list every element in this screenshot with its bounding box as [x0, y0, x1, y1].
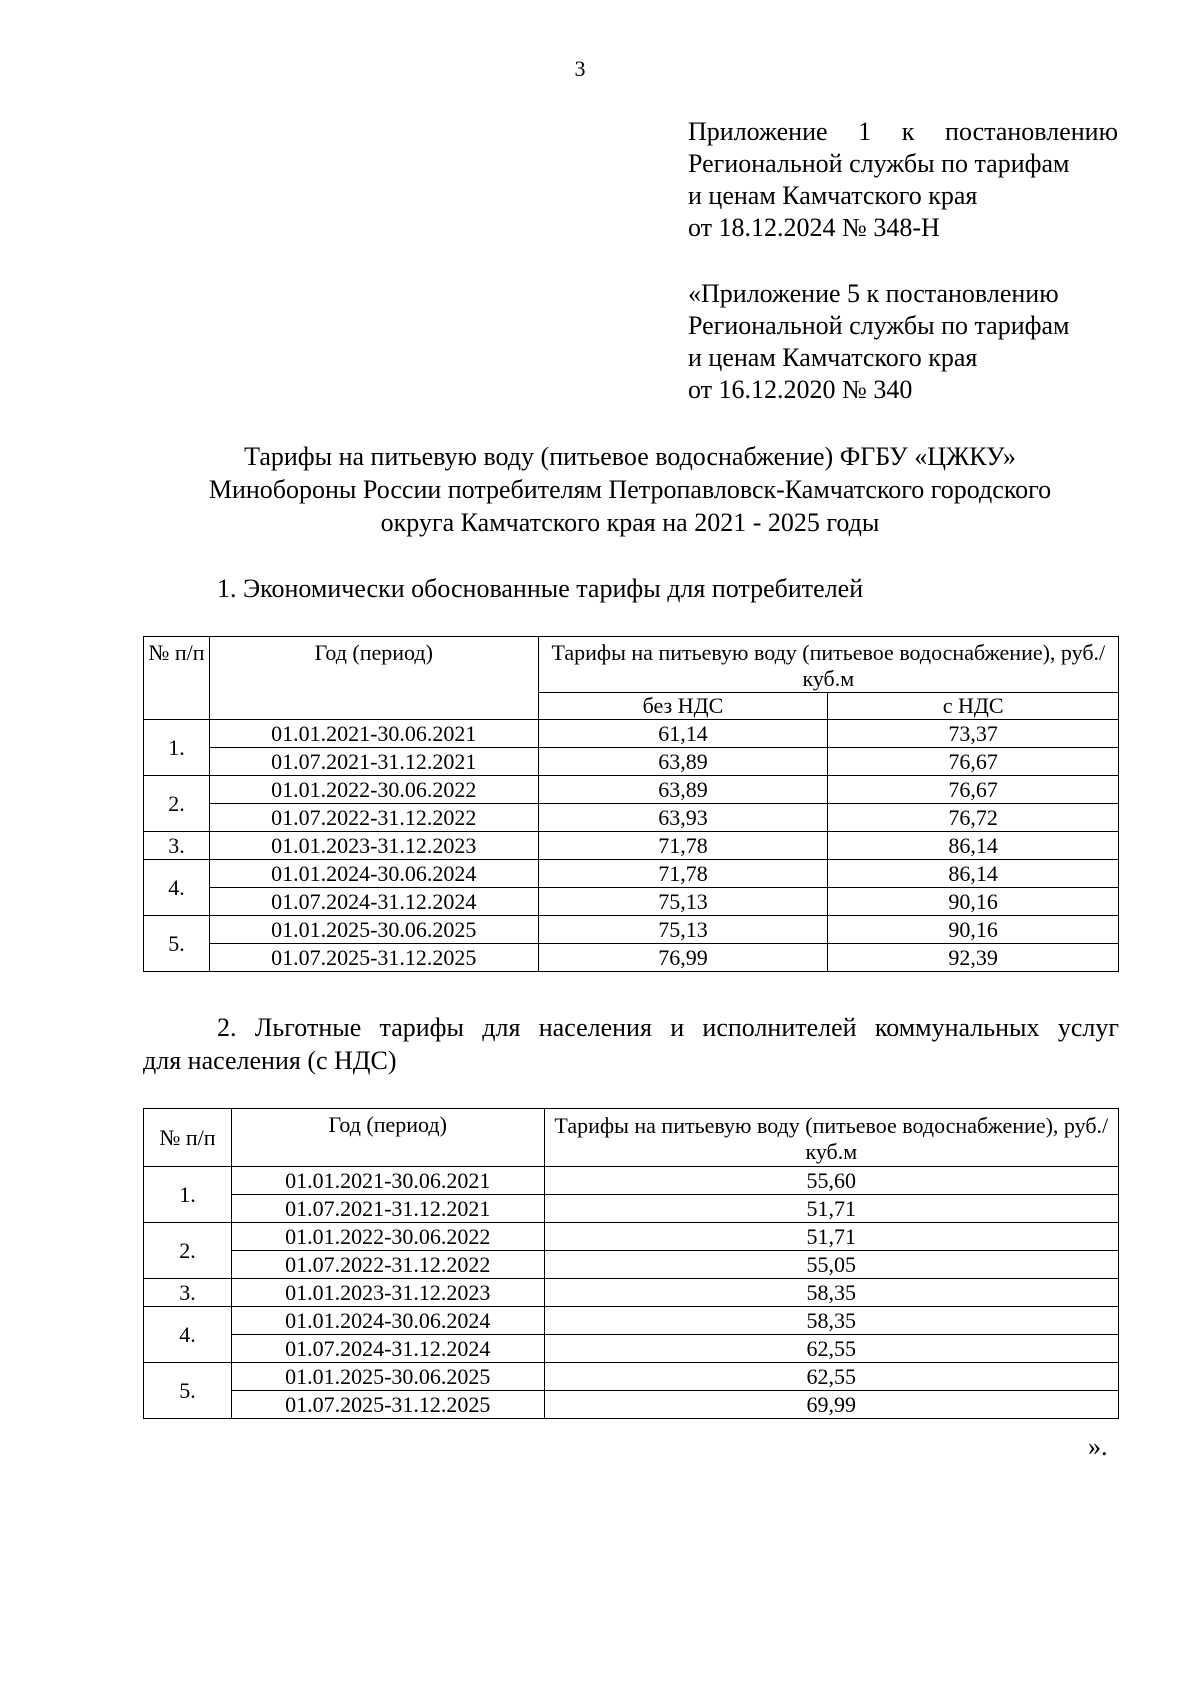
row-number: 1. — [144, 1167, 232, 1223]
period-cell: 01.01.2024-30.06.2024 — [209, 860, 538, 888]
table-row — [144, 720, 1119, 748]
with-vat-cell: 76,72 — [828, 804, 1119, 832]
tariff-cell: 58,35 — [544, 1307, 1118, 1335]
document-title — [140, 440, 1120, 539]
row-number: 3. — [144, 1279, 232, 1307]
tariff-cell: 58,35 — [544, 1279, 1118, 1307]
no-vat-cell: 71,78 — [538, 860, 828, 888]
section-2-heading-line: для населения (с НДС) — [143, 1046, 397, 1075]
period-cell: 01.07.2021-31.12.2021 — [209, 748, 538, 776]
tariff-cell: 69,99 — [544, 1391, 1118, 1419]
tariff-cell: 62,55 — [544, 1335, 1118, 1363]
section-2-heading — [143, 1011, 1119, 1077]
appendix-5-line: и ценам Камчатского края — [688, 343, 978, 372]
header-period: Год (период) — [231, 1109, 544, 1167]
period-cell: 01.01.2021-30.06.2021 — [209, 720, 538, 748]
row-number: 5. — [144, 916, 210, 972]
period-cell: 01.07.2021-31.12.2021 — [231, 1195, 544, 1223]
preferential-tariffs-table — [143, 1108, 1119, 1419]
no-vat-cell: 71,78 — [538, 832, 828, 860]
table-row — [144, 1335, 1119, 1363]
table-row — [144, 748, 1119, 776]
table-row — [144, 944, 1119, 972]
appendix-1-line: и ценам Камчатского края — [688, 181, 978, 210]
no-vat-cell: 75,13 — [538, 916, 828, 944]
with-vat-cell: 86,14 — [828, 860, 1119, 888]
with-vat-cell: 90,16 — [828, 888, 1119, 916]
closing-quote-mark: ». — [1088, 1432, 1108, 1461]
no-vat-cell: 76,99 — [538, 944, 828, 972]
header-num: № п/п — [144, 637, 210, 720]
row-number: 4. — [144, 860, 210, 916]
section-2-heading-line: 2. Льготные тарифы для населения и исполнителей коммунальных услуг — [217, 1013, 1119, 1042]
table-row — [144, 1167, 1119, 1195]
row-number: 2. — [144, 776, 210, 832]
period-cell: 01.01.2023-31.12.2023 — [209, 832, 538, 860]
section-1-heading: 1. Экономически обоснованные тарифы для потребителей — [217, 574, 864, 603]
with-vat-cell: 92,39 — [828, 944, 1119, 972]
period-cell: 01.01.2024-30.06.2024 — [231, 1307, 544, 1335]
period-cell: 01.01.2023-31.12.2023 — [231, 1279, 544, 1307]
table-row — [144, 804, 1119, 832]
appendix-5-line: от 16.12.2020 № 340 — [688, 375, 913, 404]
with-vat-cell: 86,14 — [828, 832, 1119, 860]
table-row — [144, 1251, 1119, 1279]
header-with-vat: с НДС — [828, 693, 1119, 720]
table-row — [144, 916, 1119, 944]
period-cell: 01.07.2024-31.12.2024 — [231, 1335, 544, 1363]
table-row — [144, 1223, 1119, 1251]
no-vat-cell: 63,89 — [538, 748, 828, 776]
header-no-vat: без НДС — [538, 693, 828, 720]
economic-tariffs-table — [143, 636, 1119, 972]
appendix-1-header — [688, 116, 1118, 244]
tariff-cell: 55,05 — [544, 1251, 1118, 1279]
appendix-1-line: Региональной службы по тарифам — [688, 149, 1070, 178]
title-line: Минобороны России потребителям Петропавловск-Камчатского городского — [208, 475, 1052, 504]
row-number: 2. — [144, 1223, 232, 1279]
page-number: 3 — [574, 56, 586, 81]
period-cell: 01.01.2025-30.06.2025 — [231, 1363, 544, 1391]
title-line: Тарифы на питьевую воду (питьевое водоснабжение) ФГБУ «ЦЖКУ» — [244, 442, 1016, 471]
table-row — [144, 1279, 1119, 1307]
tariff-cell: 55,60 — [544, 1167, 1118, 1195]
tariff-cell: 62,55 — [544, 1363, 1118, 1391]
period-cell: 01.01.2025-30.06.2025 — [209, 916, 538, 944]
header-tariff: Тарифы на питьевую воду (питьевое водоснабжение), руб./куб.м — [538, 637, 1118, 693]
appendix-1-line: от 18.12.2024 № 348-Н — [688, 213, 940, 242]
period-cell: 01.07.2022-31.12.2022 — [231, 1251, 544, 1279]
with-vat-cell: 73,37 — [828, 720, 1119, 748]
table-row — [144, 1363, 1119, 1391]
with-vat-cell: 90,16 — [828, 916, 1119, 944]
period-cell: 01.01.2021-30.06.2021 — [231, 1167, 544, 1195]
table-row — [144, 776, 1119, 804]
header-tariff: Тарифы на питьевую воду (питьевое водоснабжение), руб./куб.м — [544, 1109, 1118, 1167]
no-vat-cell: 63,93 — [538, 804, 828, 832]
period-cell: 01.07.2025-31.12.2025 — [209, 944, 538, 972]
table-row — [144, 860, 1119, 888]
row-number: 5. — [144, 1363, 232, 1419]
row-number: 3. — [144, 832, 210, 860]
tariff-cell: 51,71 — [544, 1195, 1118, 1223]
period-cell: 01.01.2022-30.06.2022 — [209, 776, 538, 804]
header-period: Год (период) — [209, 637, 538, 720]
period-cell: 01.01.2022-30.06.2022 — [231, 1223, 544, 1251]
no-vat-cell: 63,89 — [538, 776, 828, 804]
header-num: № п/п — [144, 1109, 232, 1167]
appendix-5-line: «Приложение 5 к постановлению — [688, 279, 1059, 308]
appendix-1-line: Приложение 1 к постановлению — [688, 117, 1118, 146]
table-row — [144, 1391, 1119, 1419]
table-row — [144, 1195, 1119, 1223]
no-vat-cell: 61,14 — [538, 720, 828, 748]
period-cell: 01.07.2024-31.12.2024 — [209, 888, 538, 916]
appendix-5-line: Региональной службы по тарифам — [688, 311, 1070, 340]
no-vat-cell: 75,13 — [538, 888, 828, 916]
table-row — [144, 832, 1119, 860]
table-row — [144, 888, 1119, 916]
row-number: 1. — [144, 720, 210, 776]
with-vat-cell: 76,67 — [828, 748, 1119, 776]
tariff-cell: 51,71 — [544, 1223, 1118, 1251]
appendix-5-header — [688, 278, 1118, 406]
title-line: округа Камчатского края на 2021 - 2025 годы — [380, 508, 880, 537]
period-cell: 01.07.2022-31.12.2022 — [209, 804, 538, 832]
period-cell: 01.07.2025-31.12.2025 — [231, 1391, 544, 1419]
table-row — [144, 1307, 1119, 1335]
row-number: 4. — [144, 1307, 232, 1363]
with-vat-cell: 76,67 — [828, 776, 1119, 804]
